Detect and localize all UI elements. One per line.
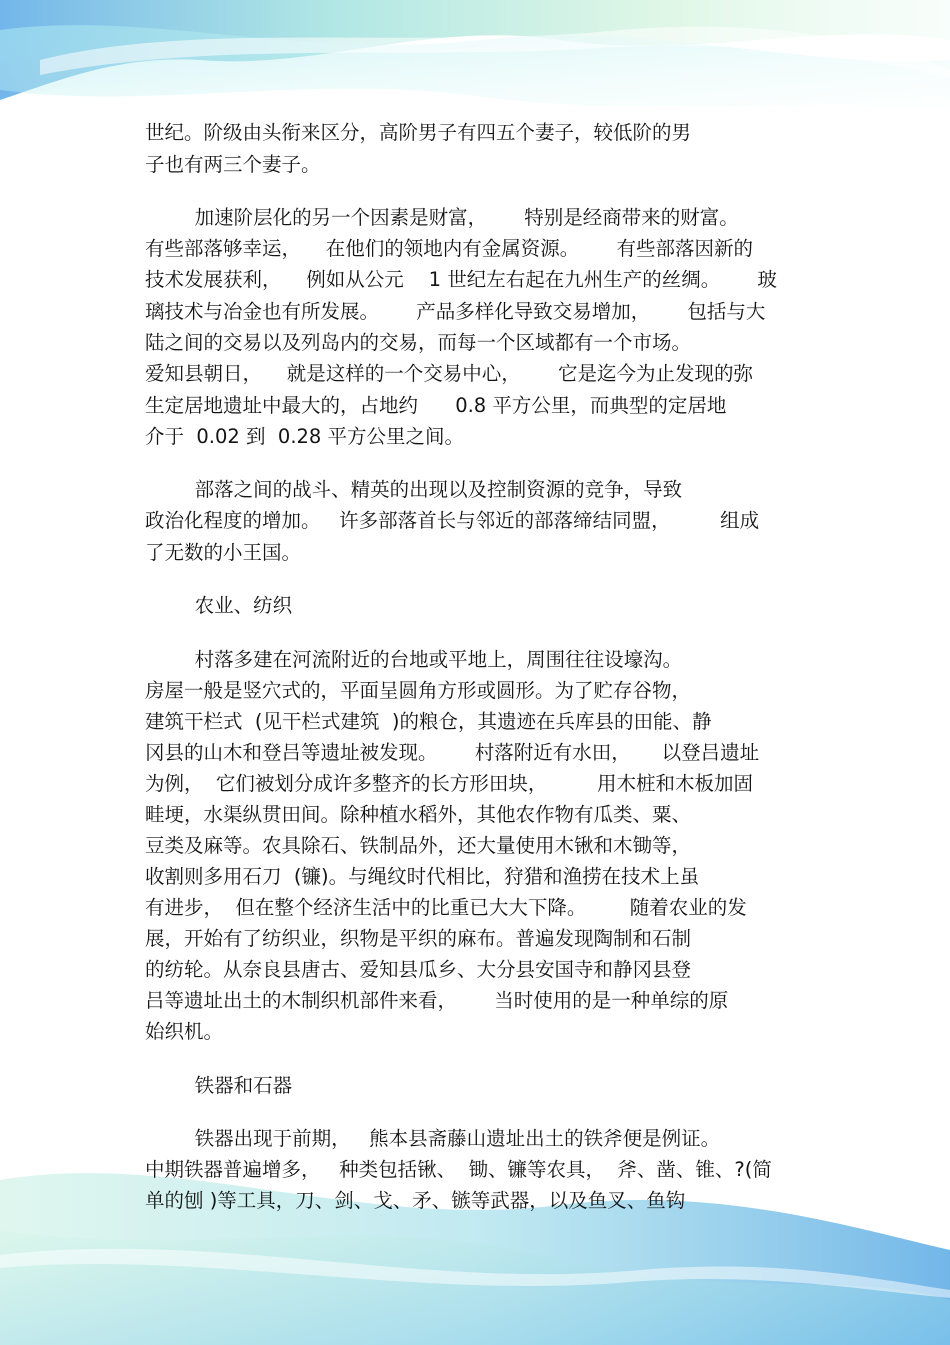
- text-line: 璃技术与冶金也有所发展。 产品多样化导致交易增加， 包括与大: [145, 300, 766, 323]
- text-line: 单的刨 )等工具，刀、剑、戈、矛、镞等武器，以及鱼叉、鱼钩: [145, 1189, 686, 1212]
- text-line: 豆类及麻等。农具除石、铁制品外，还大量使用木锹和木锄等，: [145, 834, 692, 857]
- text-line: 子也有两三个妻子。: [145, 153, 321, 176]
- text-line: 房屋一般是竖穴式的，平面呈圆角方形或圆形。为了贮存谷物，: [145, 679, 692, 702]
- text-line: 建筑干栏式 (见干栏式建筑 )的粮仓，其遗迹在兵库县的田能、静: [145, 710, 712, 733]
- text-line: 陆之间的交易以及列岛内的交易，而每一个区域都有一个市场。: [145, 331, 692, 354]
- text-line: 加速阶层化的另一个因素是财富， 特别是经商带来的财富。: [145, 206, 739, 229]
- text-line: 爱知县朝日， 就是这样的一个交易中心， 它是迄今为止发现的弥: [145, 362, 753, 385]
- text-line: 有些部落够幸运， 在他们的领地内有金属资源。 有些部落因新的: [145, 237, 753, 260]
- text-line: 始织机。: [145, 1020, 224, 1043]
- text-line: 收割则多用石刀 (镰)。与绳纹时代相比，狩猎和渔捞在技术上虽: [145, 865, 700, 888]
- text-line: 为例， 它们被划分成许多整齐的长方形田块， 用木桩和木板加固: [145, 772, 753, 795]
- text-line: 村落多建在河流附近的台地或平地上，周围往往设壕沟。: [145, 648, 683, 671]
- text-line: 技术发展获利， 例如从公元 1 世纪左右起在九州生产的丝绸。 玻: [145, 268, 777, 291]
- text-line: 生定居地遗址中最大的，占地约 0.8 平方公里，而典型的定居地: [145, 394, 727, 417]
- text-line: 铁器出现于前期， 熊本县斋藤山遗址出土的铁斧便是例证。: [145, 1127, 721, 1150]
- text-line: 世纪。阶级由头衔来区分，高阶男子有四五个妻子，较低阶的男: [145, 121, 692, 144]
- text-line: 有进步， 但在整个经济生活中的比重已大大下降。 随着农业的发: [145, 896, 747, 919]
- text-line: 政治化程度的增加。 许多部落首长与邻近的部落缔结同盟， 组成: [145, 509, 760, 532]
- text-line: 的纺轮。从奈良县唐古、爱知县瓜乡、大分县安国寺和静冈县登: [145, 958, 692, 981]
- section-heading: 铁器和石器: [145, 1074, 293, 1097]
- text-line: 吕等遗址出土的木制织机部件来看， 当时使用的是一种单综的原: [145, 989, 729, 1012]
- text-line: 了无数的小王国。: [145, 541, 302, 564]
- text-line: 畦埂，水渠纵贯田间。除种植水稻外，其他农作物有瓜类、粟、: [145, 803, 692, 826]
- text-line: 中期铁器普遍增多， 种类包括锹、 锄、镰等农具， 斧、凿、锥、?(简: [145, 1158, 772, 1181]
- text-line: 展，开始有了纺织业，织物是平织的麻布。普遍发现陶制和石制: [145, 927, 692, 950]
- text-line: 介于 0.02 到 0.28 平方公里之间。: [145, 425, 465, 448]
- text-line: 部落之间的战斗、精英的出现以及控制资源的竞争，导致: [145, 478, 683, 501]
- text-line: 冈县的山木和登吕等遗址被发现。 村落附近有水田， 以登吕遗址: [145, 741, 760, 764]
- section-heading: 农业、纺织: [145, 594, 293, 617]
